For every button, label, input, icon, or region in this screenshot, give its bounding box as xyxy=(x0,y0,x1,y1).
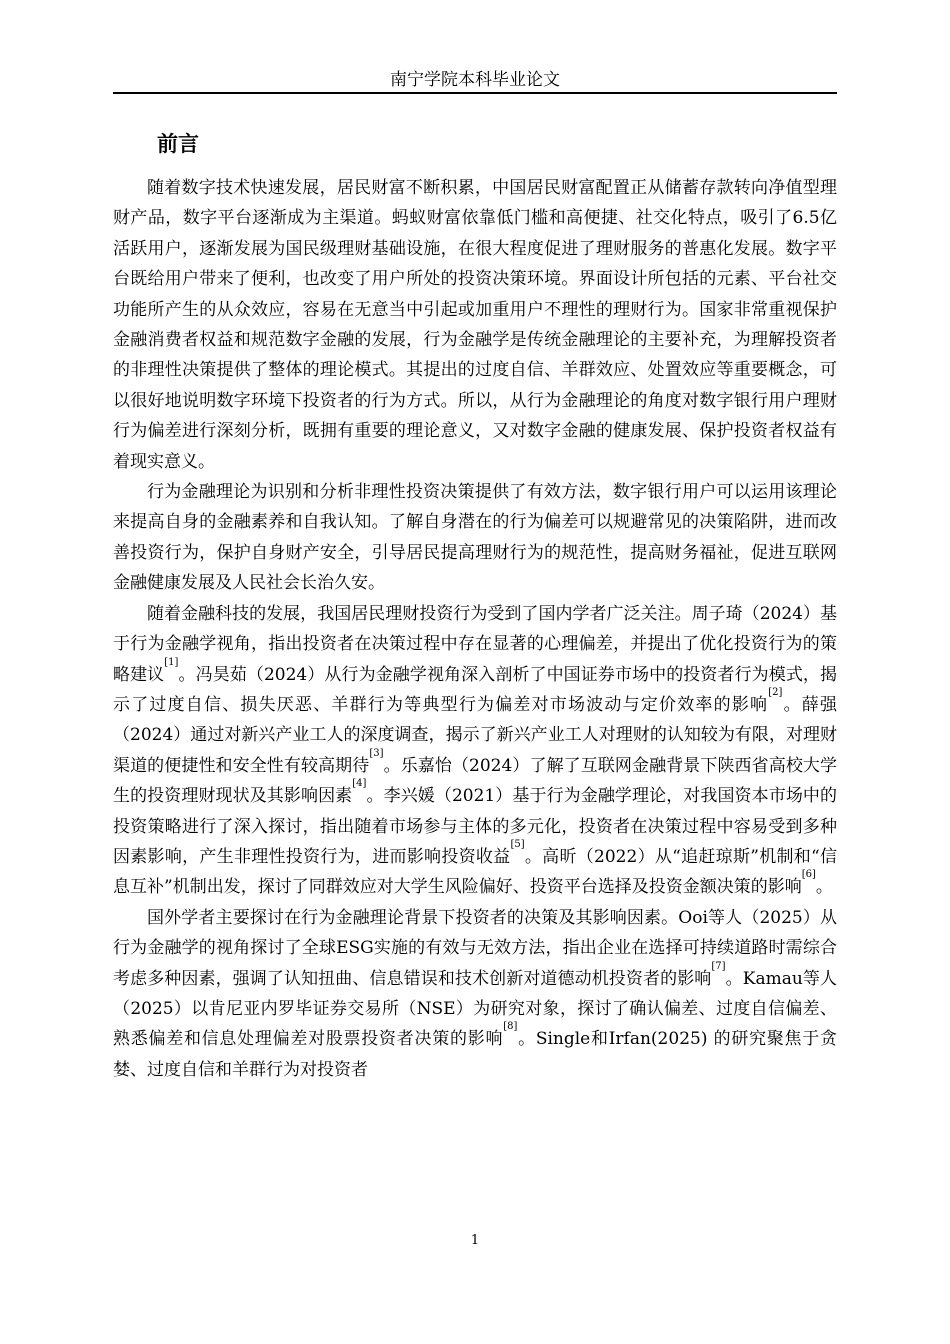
citation-ref[interactable]: [2] xyxy=(768,686,783,698)
text-segment: 行为金融理论为识别和分析非理性投资决策提供了有效方法，数字银行用户可以运用该理论来提高自身的金融素养和自我认知。了解自身潜在的行为偏差可以规避常见的决策陷阱，进而改善投资行为，保护自身财产安全，引导居民提高理财行为的规范性，提高财务福祉，促进互联网金融健康发展及人民社会长治久安。 xyxy=(113,482,837,594)
paragraph xyxy=(113,903,837,1085)
citation-ref[interactable]: [3] xyxy=(369,747,384,759)
text-segment: 。乐嘉怡（2024）了解了互联网金融背景下陕西省高校大学生的投资理财现状及其影响因素 xyxy=(113,755,838,807)
paragraph xyxy=(113,173,837,477)
header-title: 南宁学院本科毕业论文 xyxy=(390,70,560,90)
text-segment: 。薛强（2024）通过对新兴产业工人的深度调查，揭示了新兴产业工人对理财的认知较为有限，对理财渠道的便捷性和安全性有较高期待 xyxy=(113,694,838,776)
section-heading: 前言 xyxy=(157,131,199,156)
citation-ref[interactable]: [7] xyxy=(711,960,726,972)
body-text xyxy=(113,173,837,1085)
page-number: 1 xyxy=(470,1233,480,1248)
text-segment: 。Kamau等人（2025）以肯尼亚内罗毕证券交易所（NSE）为研究对象，探讨了确认偏差、过度自信偏差、熟悉偏差和信息处理偏差对股票投资者决策的影响 xyxy=(113,968,838,1050)
text-segment: 国外学者主要探讨在行为金融理论背景下投资者的决策及其影响因素。Ooi等人（2025）从行为金融学的视角探讨了全球ESG实施的有效与无效方法，指出企业在选择可持续道路时需综合考虑多种因素，强调了认知扭曲、信息错误和技术创新对道德动机投资者的影响 xyxy=(113,907,837,989)
paragraph xyxy=(113,477,837,599)
citation-ref[interactable]: [4] xyxy=(352,778,367,790)
text-segment: 。高昕（2022）从“追赶琼斯”机制和“信息互补”机制出发，探讨了同群效应对大学生风险偏好、投资平台选择及投资金额决策的影响 xyxy=(113,846,838,898)
text-segment: 。李兴媛（2021）基于行为金融学理论，对我国资本市场中的投资策略进行了深入探讨，指出随着市场参与主体的多元化，投资者在决策过程中容易受到多种因素影响，产生非理性投资行为，进而影响投资收益 xyxy=(113,786,838,867)
text-segment: 。 xyxy=(815,877,833,898)
citation-ref[interactable]: [5] xyxy=(510,838,525,850)
text-segment: 。冯昊茹（2024）从行为金融学视角深入剖析了中国证券市场中的投资者行为模式，揭示了过度自信、损失厌恶、羊群行为等典型行为偏差对市场波动与定价效率的影响 xyxy=(113,664,838,715)
citation-ref[interactable]: [6] xyxy=(801,869,816,881)
text-segment: 。Single和Irfan(2025) 的研究聚焦于贪婪、过度自信和羊群行为对投资者 xyxy=(113,1029,838,1080)
text-segment: 随着数字技术快速发展，居民财富不断积累，中国居民财富配置正从储蓄存款转向净值型理财产品，数字平台逐渐成为主渠道。蚂蚁财富依靠低门槛和高便捷、社交化特点，吸引了6.5亿活跃用户，逐渐发展为国民级理财基础设施，在很大程度促进了理财服务的普惠化发展。数字平台既给用户带来了便利，也改变了用户所处的投资决策环境。界面设计所包括的元素、平台社交功能所产生的从众效应，容易在无意当中引起或加重用户不理性的理财行为。国家非常重视保护金融消费者权益和规范数字金融的发展，行为金融学是传统金融理论的主要补充，为理解投资者的非理性决策提供了整体的理论模式。其提出的过度自信、羊群效应、处置效应等重要概念，可以很好地说明数字环境下投资者的行为方式。所以，从行为金融理论的角度对数字银行用户理财行为偏差进行深刻分析，既拥有重要的理论意义，又对数字金融的健康发展、保护投资者权益有着现实意义。 xyxy=(113,178,837,472)
citation-ref[interactable]: [8] xyxy=(503,1021,518,1033)
paragraph xyxy=(113,599,837,903)
header-rule xyxy=(113,92,837,94)
text-segment: 随着金融科技的发展，我国居民理财投资行为受到了国内学者广泛关注。周子琦（2024）基于行为金融学视角，指出投资者在决策过程中存在显著的心理偏差，并提出了优化投资行为的策略建议 xyxy=(113,603,837,685)
citation-ref[interactable]: [1] xyxy=(164,656,179,668)
